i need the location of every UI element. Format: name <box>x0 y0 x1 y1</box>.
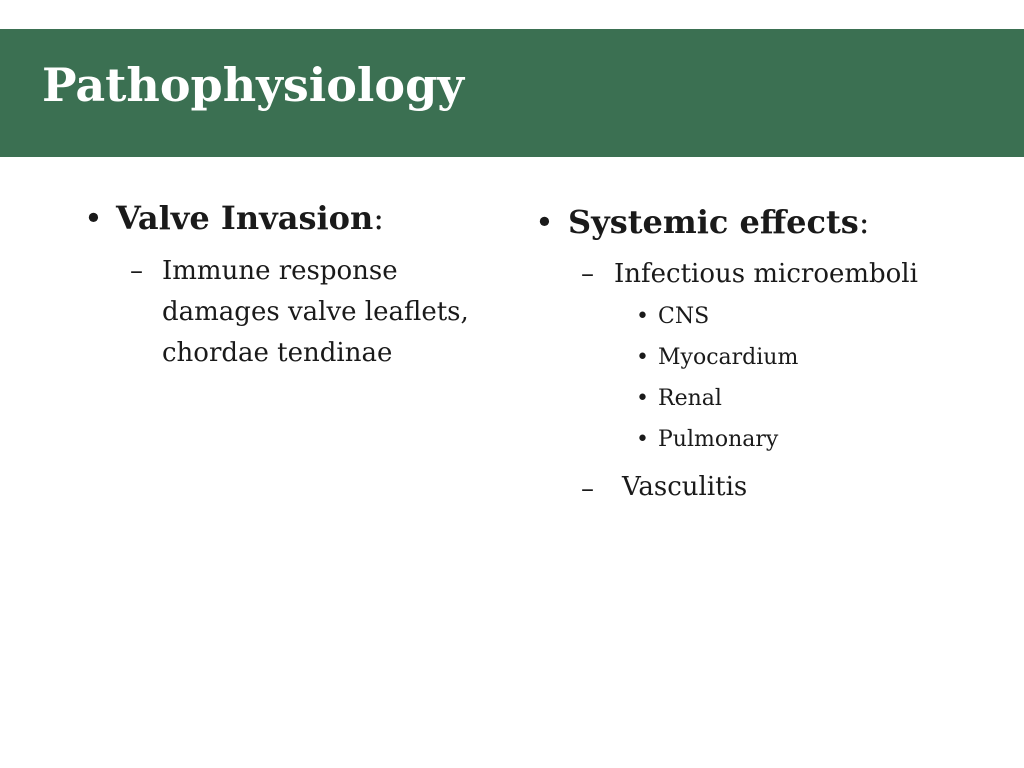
dash-icon: – <box>130 256 143 286</box>
right-heading-text: Systemic effects <box>568 203 859 241</box>
dash-icon: – <box>581 474 594 504</box>
nested-item-pulmonary: Pulmonary <box>658 427 779 452</box>
left-heading-text: Valve Invasion <box>116 199 374 237</box>
bullet-dot-icon: • <box>84 199 103 237</box>
right-sub-item: Vasculitis <box>622 472 748 502</box>
nested-item-cns: CNS <box>658 304 710 329</box>
small-bullet-icon: • <box>636 386 649 411</box>
nested-item-renal: Renal <box>658 386 722 411</box>
dash-icon: – <box>581 259 594 289</box>
slide-title: Pathophysiology <box>42 58 464 112</box>
small-bullet-icon: • <box>636 304 649 329</box>
left-sub-line: Immune response <box>162 256 398 286</box>
right-heading-colon: : <box>858 203 870 241</box>
nested-item-myocardium: Myocardium <box>658 345 799 370</box>
right-heading <box>568 203 870 241</box>
small-bullet-icon: • <box>636 427 649 452</box>
left-sub-line: damages valve leaflets, <box>162 297 469 327</box>
left-sub-item <box>162 251 469 374</box>
left-sub-line: chordae tendinae <box>162 338 393 368</box>
left-heading <box>116 199 384 237</box>
small-bullet-icon: • <box>636 345 649 370</box>
bullet-dot-icon: • <box>535 203 554 241</box>
right-sub-item: Infectious microemboli <box>614 259 918 289</box>
left-heading-colon: : <box>373 199 384 237</box>
